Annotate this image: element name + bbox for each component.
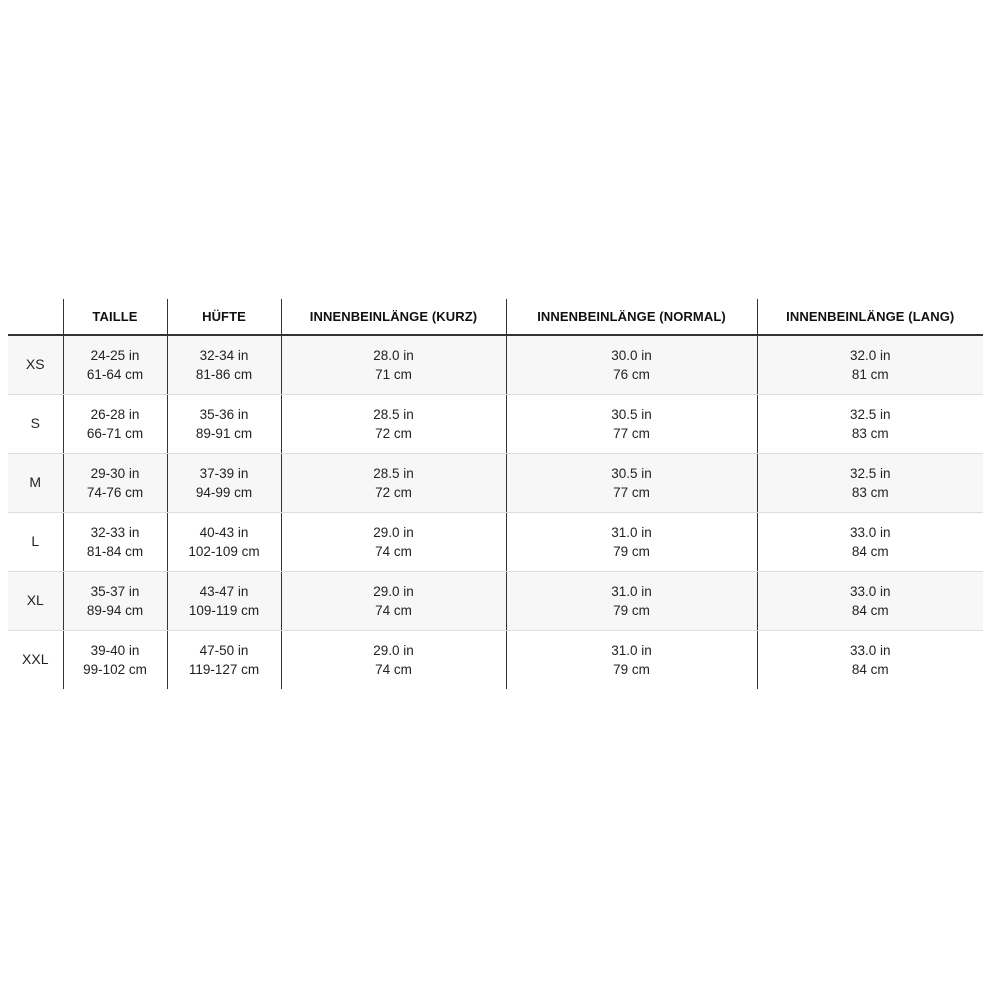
value-in: 33.0 in	[849, 583, 891, 599]
value-cm: 84 cm	[851, 544, 889, 559]
inseam-short-cell	[281, 572, 506, 631]
value-in: 28.5 in	[373, 406, 414, 422]
value-cm: 79 cm	[613, 603, 650, 618]
value-in: 29.0 in	[373, 524, 414, 540]
table-row	[8, 454, 983, 513]
value-cm: 109-119 cm	[188, 603, 260, 618]
value-in: 35-37 in	[90, 583, 140, 599]
value-cm: 66-71 cm	[86, 426, 144, 441]
value-in: 35-36 in	[199, 406, 249, 422]
value-cm: 77 cm	[613, 485, 650, 500]
size-label: L	[8, 513, 63, 572]
inseam-long-cell	[757, 395, 983, 454]
value-in: 29.0 in	[373, 583, 414, 599]
size-label: XL	[8, 572, 63, 631]
inseam-short-cell	[281, 454, 506, 513]
table-header	[8, 299, 983, 335]
value-in: 32.0 in	[849, 347, 891, 363]
value-in: 37-39 in	[199, 465, 249, 481]
value-in: 32.5 in	[849, 465, 891, 481]
value-cm: 89-94 cm	[86, 603, 144, 618]
inseam-short-cell	[281, 513, 506, 572]
value-in: 26-28 in	[90, 406, 140, 422]
value-in: 30.5 in	[611, 465, 652, 481]
table-row	[8, 513, 983, 572]
value-cm: 79 cm	[613, 544, 650, 559]
header-inseam-short: INNENBEINLÄNGE (KURZ)	[281, 299, 506, 335]
value-in: 32-33 in	[90, 524, 140, 540]
table-row	[8, 572, 983, 631]
value-cm: 74-76 cm	[86, 485, 144, 500]
value-in: 24-25 in	[90, 347, 140, 363]
value-in: 33.0 in	[849, 642, 891, 658]
table-row	[8, 395, 983, 454]
inseam-short-cell	[281, 335, 506, 395]
hip-cell	[167, 513, 281, 572]
value-in: 30.5 in	[611, 406, 652, 422]
waist-cell	[63, 395, 167, 454]
value-in: 29.0 in	[373, 642, 414, 658]
value-in: 32.5 in	[849, 406, 891, 422]
value-cm: 83 cm	[851, 426, 889, 441]
waist-cell	[63, 454, 167, 513]
hip-cell	[167, 335, 281, 395]
value-in: 32-34 in	[199, 347, 249, 363]
hip-cell	[167, 572, 281, 631]
hip-cell	[167, 454, 281, 513]
header-waist: TAILLE	[63, 299, 167, 335]
waist-cell	[63, 335, 167, 395]
value-cm: 74 cm	[375, 662, 412, 677]
inseam-regular-cell	[506, 395, 757, 454]
value-cm: 81-86 cm	[195, 367, 253, 382]
value-cm: 74 cm	[375, 544, 412, 559]
inseam-regular-cell	[506, 572, 757, 631]
value-in: 40-43 in	[199, 524, 249, 540]
value-cm: 81-84 cm	[86, 544, 144, 559]
inseam-long-cell	[757, 454, 983, 513]
value-in: 43-47 in	[199, 583, 249, 599]
value-in: 39-40 in	[90, 642, 140, 658]
size-chart-table	[8, 299, 983, 689]
inseam-regular-cell	[506, 513, 757, 572]
size-label: M	[8, 454, 63, 513]
table-body	[8, 335, 983, 689]
value-cm: 102-109 cm	[188, 544, 260, 559]
value-in: 47-50 in	[199, 642, 249, 658]
value-cm: 94-99 cm	[195, 485, 253, 500]
inseam-short-cell	[281, 395, 506, 454]
value-cm: 72 cm	[375, 485, 412, 500]
inseam-regular-cell	[506, 335, 757, 395]
value-cm: 89-91 cm	[195, 426, 253, 441]
value-cm: 61-64 cm	[86, 367, 144, 382]
inseam-long-cell	[757, 631, 983, 690]
inseam-long-cell	[757, 335, 983, 395]
header-inseam-regular: INNENBEINLÄNGE (NORMAL)	[506, 299, 757, 335]
waist-cell	[63, 631, 167, 690]
value-in: 30.0 in	[611, 347, 652, 363]
value-cm: 84 cm	[851, 603, 889, 618]
value-in: 28.0 in	[373, 347, 414, 363]
inseam-long-cell	[757, 572, 983, 631]
header-inseam-long: INNENBEINLÄNGE (LANG)	[757, 299, 983, 335]
waist-cell	[63, 572, 167, 631]
hip-cell	[167, 631, 281, 690]
value-cm: 99-102 cm	[83, 662, 147, 677]
value-cm: 72 cm	[375, 426, 412, 441]
size-label: XXL	[8, 631, 63, 690]
size-label: XS	[8, 335, 63, 395]
value-cm: 74 cm	[375, 603, 412, 618]
inseam-short-cell	[281, 631, 506, 690]
inseam-long-cell	[757, 513, 983, 572]
hip-cell	[167, 395, 281, 454]
value-in: 28.5 in	[373, 465, 414, 481]
value-cm: 119-127 cm	[188, 662, 260, 677]
value-in: 33.0 in	[849, 524, 891, 540]
header-hip: HÜFTE	[167, 299, 281, 335]
value-in: 31.0 in	[611, 642, 652, 658]
value-cm: 76 cm	[613, 367, 650, 382]
inseam-regular-cell	[506, 454, 757, 513]
waist-cell	[63, 513, 167, 572]
value-cm: 83 cm	[851, 485, 889, 500]
value-cm: 79 cm	[613, 662, 650, 677]
table-row	[8, 335, 983, 395]
header-row	[8, 299, 983, 335]
size-label: S	[8, 395, 63, 454]
value-cm: 71 cm	[375, 367, 412, 382]
value-cm: 77 cm	[613, 426, 650, 441]
table-row	[8, 631, 983, 690]
value-in: 29-30 in	[90, 465, 140, 481]
value-in: 31.0 in	[611, 524, 652, 540]
inseam-regular-cell	[506, 631, 757, 690]
value-cm: 81 cm	[851, 367, 889, 382]
value-in: 31.0 in	[611, 583, 652, 599]
value-cm: 84 cm	[851, 662, 889, 677]
header-size	[8, 299, 63, 335]
